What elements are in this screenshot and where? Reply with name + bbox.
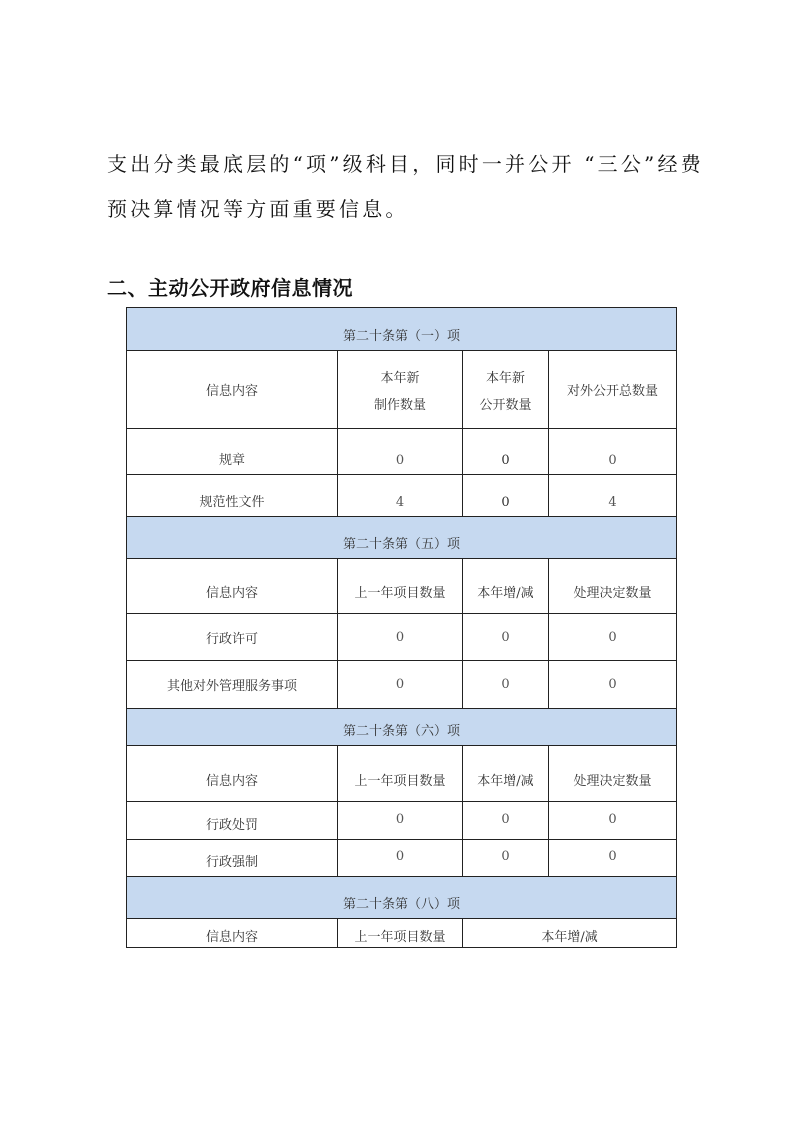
column-header: 对外公开总数量 — [549, 351, 677, 429]
column-header — [463, 351, 549, 429]
cell-value: 0 — [338, 840, 463, 877]
column-header — [338, 351, 463, 429]
table-row — [127, 661, 677, 709]
cell-value: 0 — [463, 661, 549, 709]
column-header: 本年增/减 — [463, 559, 549, 614]
row-label: 行政处罚 — [127, 802, 338, 840]
table-row — [127, 475, 677, 517]
row-label: 行政强制 — [127, 840, 338, 877]
cell-value: 0 — [338, 661, 463, 709]
cell-value: 0 — [463, 429, 549, 475]
cell-value: 0 — [338, 614, 463, 661]
column-header-line: 本年新 — [380, 370, 420, 386]
section-header: 第二十条第（六）项 — [127, 709, 677, 746]
column-header: 处理决定数量 — [549, 746, 677, 802]
row-label: 其他对外管理服务事项 — [127, 661, 338, 709]
section-header: 第二十条第（一）项 — [127, 308, 677, 351]
column-header: 信息内容 — [127, 351, 338, 429]
cell-value: 0 — [463, 475, 549, 517]
column-header-line: 制作数量 — [373, 397, 426, 413]
section-header: 第二十条第（八）项 — [127, 877, 677, 919]
table-row — [127, 429, 677, 475]
cell-value: 0 — [549, 661, 677, 709]
cell-value: 0 — [463, 802, 549, 840]
section-header: 第二十条第（五）项 — [127, 517, 677, 559]
cell-value: 0 — [463, 614, 549, 661]
cell-value: 0 — [549, 429, 677, 475]
disclosure-table — [126, 307, 677, 948]
column-header: 上一年项目数量 — [338, 746, 463, 802]
table-row — [127, 614, 677, 661]
row-label: 规范性文件 — [127, 475, 338, 517]
row-label: 行政许可 — [127, 614, 338, 661]
cell-value: 0 — [549, 614, 677, 661]
column-header: 处理决定数量 — [549, 559, 677, 614]
section-heading: 二、主动公开政府信息情况 — [107, 276, 353, 300]
body-paragraph-line: 支出分类最底层的“项”级科目，同时一并公开 “三公”经费 — [107, 152, 704, 176]
cell-value: 0 — [463, 840, 549, 877]
row-label: 规章 — [127, 429, 338, 475]
table-row — [127, 802, 677, 840]
cell-value: 0 — [338, 802, 463, 840]
column-header: 上一年项目数量 — [338, 559, 463, 614]
column-header: 信息内容 — [127, 559, 338, 614]
column-header: 本年增/减 — [463, 919, 677, 948]
cell-value: 0 — [338, 429, 463, 475]
cell-value: 4 — [338, 475, 463, 517]
column-header: 信息内容 — [127, 919, 338, 948]
column-header-line: 公开数量 — [479, 397, 532, 413]
cell-value: 0 — [549, 802, 677, 840]
cell-value: 4 — [549, 475, 677, 517]
body-paragraph-line: 预决算情况等方面重要信息。 — [107, 197, 409, 221]
cell-value: 0 — [549, 840, 677, 877]
column-header: 本年增/减 — [463, 746, 549, 802]
column-header-line: 本年新 — [485, 370, 525, 386]
column-header: 上一年项目数量 — [338, 919, 463, 948]
column-header: 信息内容 — [127, 746, 338, 802]
table-row — [127, 840, 677, 877]
